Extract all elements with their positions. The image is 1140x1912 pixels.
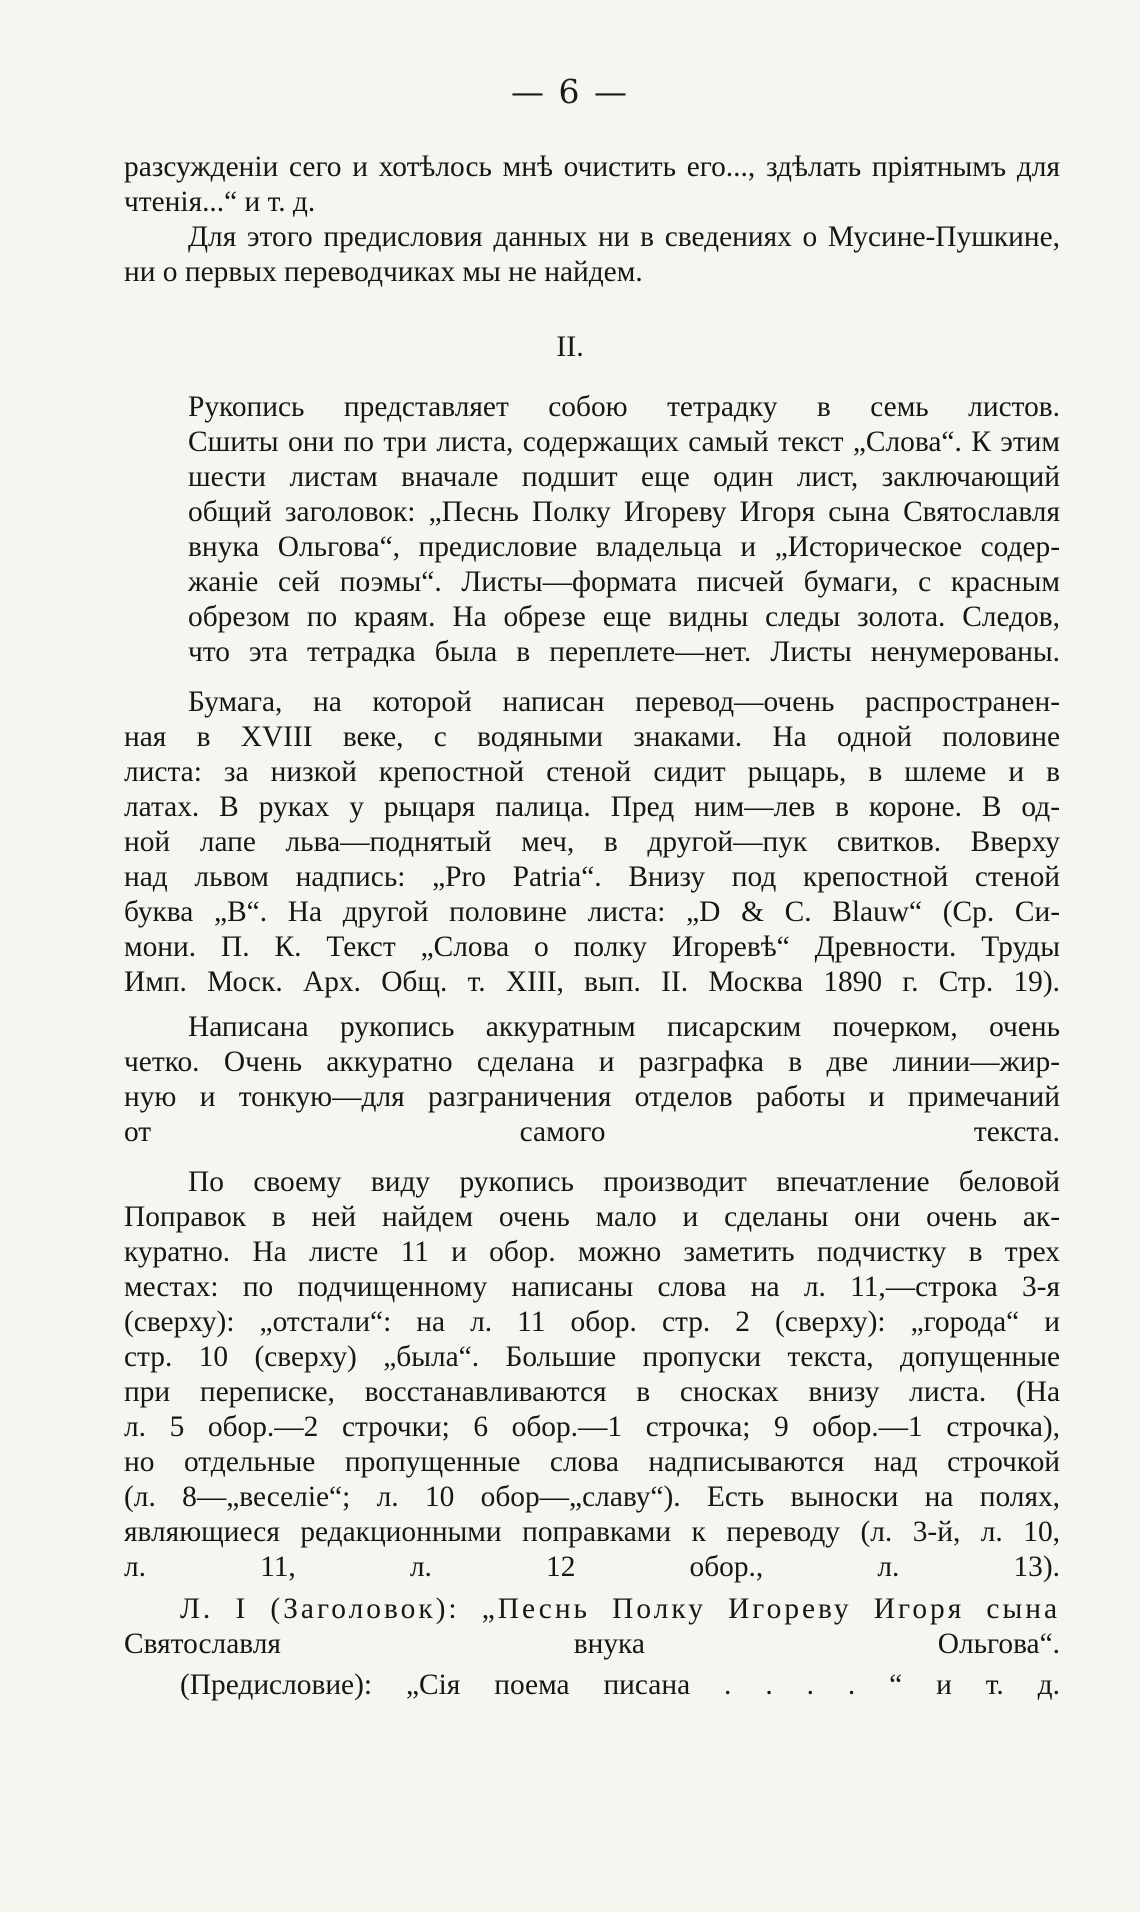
paragraph-text — [124, 1592, 1060, 1662]
text-line: (сверху): „отстали“: на л. 11 обор. стр. 2 (сверху): „города“ и — [124, 1306, 1060, 1338]
text-line: над львом надпись: „Pro Patria“. Внизу под крепостной стеной — [124, 861, 1060, 893]
text-line: л. 11, л. 12 обор., л. 13). — [124, 1551, 1060, 1583]
paragraph-corrections — [124, 1165, 1060, 1585]
text-line: Написана рукопись аккуратным писарским почерком, очень — [188, 1011, 1060, 1043]
paragraph-text — [124, 685, 1060, 1000]
text-line: (Предисловие): „Сія поема писана . . . . “ и т. д. — [180, 1669, 1060, 1701]
paragraph-text — [124, 1165, 1060, 1585]
text-line: (л. 8—„веселіе“; л. 10 обор—„славу“). Есть выноски на полях, — [124, 1481, 1060, 1513]
text-line: Рукопись представляет собою тетрадку в семь листов. — [188, 391, 1060, 423]
text-line: Л. I (Заголовок): „Песнь Полку Игореву Игоря сына — [180, 1593, 1060, 1625]
text-line: стр. 10 (сверху) „была“. Большие пропуски текста, допущенные — [124, 1341, 1060, 1373]
text-line: Сшиты они по три листа, содержащих самый текст „Слова“. К этим — [188, 426, 1060, 458]
text-line: Для этого предисловия данных ни в сведениях о Мусине-Пушкине, ни о первых переводчиках мы не найдем. — [124, 221, 1060, 288]
paragraph-handwriting — [124, 1010, 1060, 1150]
text-line: обрезом по краям. На обрезе еще видны следы золота. Следов, — [188, 601, 1060, 633]
text-line: от самого текста. — [124, 1116, 1060, 1148]
text-line: при переписке, восстанавливаются в сносках внизу листа. (На — [124, 1376, 1060, 1408]
paragraph-manuscript — [124, 390, 1060, 670]
text-line: местах: по подчищенному написаны слова на л. 11,—строка 3-я — [124, 1271, 1060, 1303]
preface-note — [124, 220, 1060, 290]
text-line: Поправок в ней найдем очень мало и сделаны они очень ак- — [124, 1201, 1060, 1233]
paragraph-title-leaf — [124, 1592, 1060, 1662]
preface-continuation — [124, 150, 1060, 290]
text-line: Бумага, на которой написан перевод—очень распространен- — [188, 686, 1060, 718]
text-line: ной лапе льва—поднятый меч, в другой—пук свитков. Вверху — [124, 826, 1060, 858]
text-line: По своему виду рукопись производит впечатление беловой — [188, 1166, 1060, 1198]
text-line: разсужденіи сего и хотѣлось мнѣ очистить его..., здѣлать пріятнымъ для чтенія...“ и т. д. — [124, 151, 1060, 218]
section-heading: II. — [556, 330, 584, 363]
text-line: латах. В руках у рыцаря палица. Пред ним—лев в короне. В од- — [124, 791, 1060, 823]
text-line: четко. Очень аккуратно сделана и разграфка в две линии—жир- — [124, 1046, 1060, 1078]
paragraph-text — [124, 390, 1060, 670]
paragraph-paper — [124, 685, 1060, 1000]
text-line: л. 5 обор.—2 строчки; 6 обор.—1 строчка; 9 обор.—1 строчка), — [124, 1411, 1060, 1443]
text-line: куратно. На листе 11 и обор. можно заметить подчистку в трех — [124, 1236, 1060, 1268]
text-line: ную и тонкую—для разграничения отделов работы и примечаний — [124, 1081, 1060, 1113]
paragraph-text — [124, 1668, 1060, 1703]
paragraph-preface-leaf — [124, 1668, 1060, 1703]
text-line: внука Ольгова“, предисловие владельца и „Историческое содер- — [188, 531, 1060, 563]
text-line: что эта тетрадка была в переплете—нет. Листы ненумерованы. — [188, 636, 1060, 668]
text-line: мони. П. К. Текст „Слова о полку Игоревѣ“ Древности. Труды — [124, 931, 1060, 963]
page-number: — 6 — — [511, 72, 629, 111]
text-line: ная в XVIII веке, с водяными знаками. На одной половине — [124, 721, 1060, 753]
text-line: Имп. Моск. Арх. Общ. т. XIII, вып. II. Москва 1890 г. Стр. 19). — [124, 966, 1060, 998]
text-line: общий заголовок: „Песнь Полку Игореву Игоря сына Святославля — [188, 496, 1060, 528]
text-line: буква „B“. На другой половине листа: „D & C. Blauw“ (Ср. Си- — [124, 896, 1060, 928]
text-line: Святославля внука Ольгова“. — [124, 1628, 1060, 1660]
text-line: шести листам вначале подшит еще один лист, заключающий — [188, 461, 1060, 493]
text-line: но отдельные пропущенные слова надписываются над строчкой — [124, 1446, 1060, 1478]
quote-continuation — [124, 150, 1060, 220]
text-line: жаніе сей поэмы“. Листы—формата писчей бумаги, с красным — [188, 566, 1060, 598]
text-line: являющиеся редакционными поправками к переводу (л. 3-й, л. 10, — [124, 1516, 1060, 1548]
text-line: листа: за низкой крепостной стеной сидит рыцарь, в шлеме и в — [124, 756, 1060, 788]
paragraph-text — [124, 1010, 1060, 1150]
